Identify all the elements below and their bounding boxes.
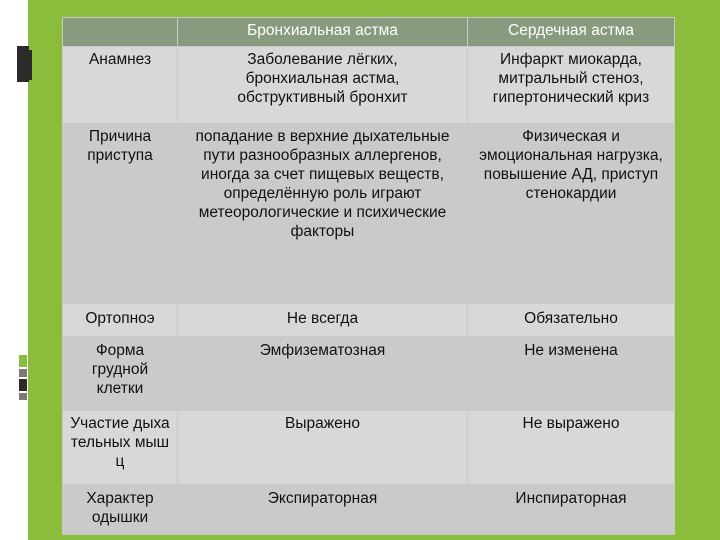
cell-bronchial: попадание в верхние дыхательные пути разнообразных аллергенов, иногда за счет пищевых веществ, определённую роль играют метеорологические и психические факторы [178, 124, 468, 304]
table-row [63, 411, 675, 485]
cell-cardiac: Инспираторная [468, 485, 675, 535]
table-row [63, 47, 675, 124]
decor-square [19, 355, 27, 367]
comparison-table [62, 17, 675, 535]
row-label: Участие дыхательных мышц [63, 411, 178, 485]
row-label: Причина приступа [63, 124, 178, 304]
header-cell-bronchial-asthma: Бронхиальная астма [178, 18, 468, 47]
cell-cardiac: Обязательно [468, 304, 675, 337]
row-label: Характер одышки [63, 485, 178, 535]
cell-cardiac: Не выражено [468, 411, 675, 485]
table-row [63, 337, 675, 411]
table-row [63, 485, 675, 535]
cell-cardiac: Инфаркт миокарда, митральный стеноз, гипертонический криз [468, 47, 675, 124]
header-cell-empty [63, 18, 178, 47]
decor-square [20, 50, 32, 80]
table-row [63, 304, 675, 337]
cell-bronchial: Эмфизематозная [178, 337, 468, 411]
cell-bronchial: Экспираторная [178, 485, 468, 535]
decor-square [19, 393, 27, 400]
cell-cardiac: Физическая и эмоциональная нагрузка, повышение АД, приступ стенокардии [468, 124, 675, 304]
cell-cardiac: Не изменена [468, 337, 675, 411]
header-cell-cardiac-asthma: Сердечная астма [468, 18, 675, 47]
row-label: Форма грудной клетки [63, 337, 178, 411]
table-header-row [63, 18, 675, 47]
cell-bronchial: Не всегда [178, 304, 468, 337]
decor-square [19, 379, 27, 391]
row-label: Ортопноэ [63, 304, 178, 337]
cell-bronchial: Заболевание лёгких, бронхиальная астма, обструктивный бронхит [178, 47, 468, 124]
cell-bronchial: Выражено [178, 411, 468, 485]
decor-square [19, 369, 27, 377]
row-label: Анамнез [63, 47, 178, 124]
table-row [63, 124, 675, 304]
